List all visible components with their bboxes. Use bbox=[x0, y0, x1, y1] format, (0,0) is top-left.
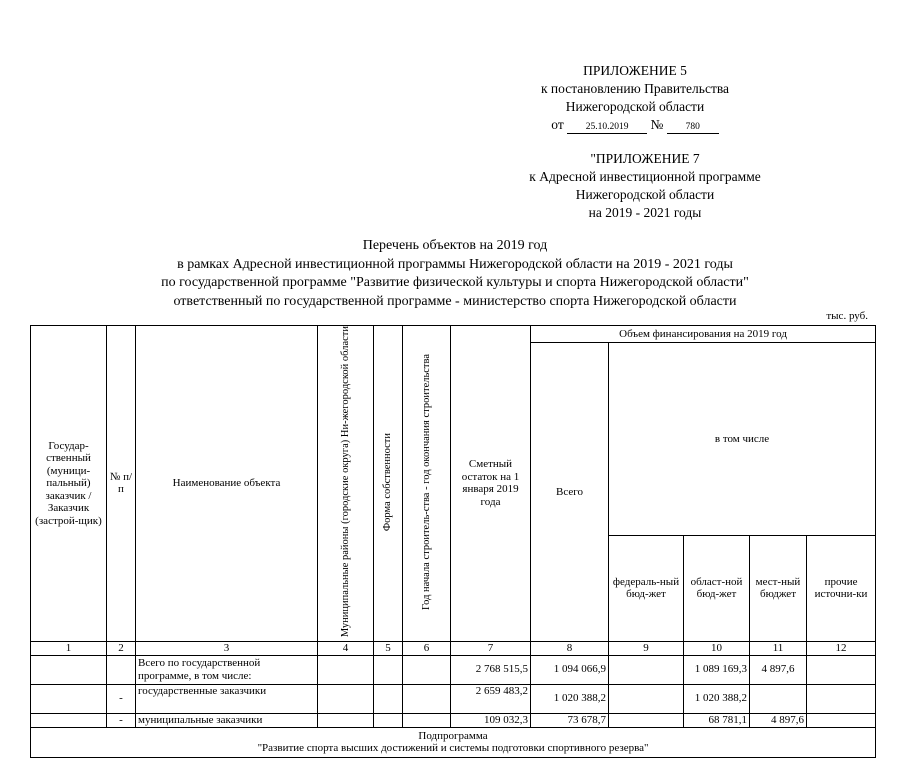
cell-federal bbox=[609, 713, 684, 727]
cell-years bbox=[403, 684, 451, 713]
appendix-7-line1: к Адресной инвестиционной программе bbox=[529, 169, 761, 184]
appendix-7-line3: на 2019 - 2021 годы bbox=[588, 205, 702, 220]
from-label: от bbox=[551, 117, 564, 132]
header-districts-cell bbox=[318, 326, 374, 642]
col-number: 3 bbox=[136, 641, 318, 655]
appendix-5-title: ПРИЛОЖЕНИЕ 5 bbox=[583, 63, 687, 78]
cell-federal bbox=[609, 655, 684, 684]
header-num: № п/п bbox=[107, 326, 136, 642]
appendix-7-header bbox=[495, 150, 795, 222]
cell-districts bbox=[318, 655, 374, 684]
header-years-cell bbox=[403, 326, 451, 642]
table-row bbox=[31, 655, 876, 684]
col-number: 4 bbox=[318, 641, 374, 655]
col-number: 11 bbox=[750, 641, 807, 655]
cell-regional: 1 089 169,3 bbox=[684, 655, 750, 684]
header-customer: Государ-ственный (муници-пальный) заказчик / Заказчик (застрой-щик) bbox=[31, 326, 107, 642]
col-number: 8 bbox=[531, 641, 609, 655]
cell-estimate: 2 768 515,5 bbox=[451, 655, 531, 684]
cell-ownership bbox=[374, 713, 403, 727]
header-total: Всего bbox=[531, 343, 609, 642]
decree-date: 25.10.2019 bbox=[567, 121, 647, 134]
appendix-7-title: "ПРИЛОЖЕНИЕ 7 bbox=[590, 151, 700, 166]
cell-num bbox=[107, 655, 136, 684]
title-line1: Перечень объектов на 2019 год bbox=[362, 238, 548, 253]
cell-districts bbox=[318, 713, 374, 727]
subprogram-row bbox=[31, 727, 876, 757]
appendix-7-line2: Нижегородской области bbox=[575, 187, 715, 202]
cell-local bbox=[750, 684, 807, 713]
cell-object-name: муниципальные заказчики bbox=[136, 713, 318, 727]
cell-districts bbox=[318, 684, 374, 713]
cell-local: 4 897,6 bbox=[750, 713, 807, 727]
cell-regional: 1 020 388,2 bbox=[684, 684, 750, 713]
appendix-5-line1: к постановлению Правительства bbox=[540, 81, 730, 96]
header-ownership: Форма собственности bbox=[382, 432, 394, 531]
header-financing: Объем финансирования на 2019 год bbox=[531, 326, 876, 343]
cell-ownership bbox=[374, 655, 403, 684]
cell-total: 73 678,7 bbox=[531, 713, 609, 727]
cell-other bbox=[807, 655, 876, 684]
header-including: в том числе bbox=[609, 343, 876, 536]
cell-customer bbox=[31, 684, 107, 713]
column-numbers-row bbox=[31, 641, 876, 655]
cell-object-name: государственные заказчики bbox=[136, 684, 318, 713]
col-number: 7 bbox=[451, 641, 531, 655]
cell-total: 1 020 388,2 bbox=[531, 684, 609, 713]
col-number: 1 bbox=[31, 641, 107, 655]
cell-estimate: 2 659 483,2 bbox=[451, 684, 531, 713]
title-line4: ответственный по государственной программе - министерство спорта Нижегородской области bbox=[173, 293, 737, 309]
document-title bbox=[60, 237, 850, 311]
cell-other bbox=[807, 684, 876, 713]
title-line2: в рамках Адресной инвестиционной программы Нижегородской области на 2019 - 2021 годы bbox=[177, 256, 733, 272]
table-row bbox=[31, 684, 876, 713]
col-number: 5 bbox=[374, 641, 403, 655]
header-local: мест-ный бюджет bbox=[750, 535, 807, 641]
cell-other bbox=[807, 713, 876, 727]
appendix-5-header bbox=[500, 62, 770, 134]
subprogram-cell bbox=[31, 727, 876, 757]
cell-object-name: Всего по государственной программе, в том числе: bbox=[136, 655, 318, 684]
cell-num: - bbox=[107, 713, 136, 727]
cell-years bbox=[403, 713, 451, 727]
header-estimate: Сметный остаток на 1 января 2019 года bbox=[451, 326, 531, 642]
col-number: 9 bbox=[609, 641, 684, 655]
cell-federal bbox=[609, 684, 684, 713]
cell-ownership bbox=[374, 684, 403, 713]
header-ownership-cell bbox=[374, 326, 403, 642]
cell-estimate: 109 032,3 bbox=[451, 713, 531, 727]
header-object-name: Наименование объекта bbox=[136, 326, 318, 642]
appendix-5-line2: Нижегородской области bbox=[565, 99, 705, 114]
decree-number: 780 bbox=[667, 121, 719, 134]
header-federal: федераль-ный бюд-жет bbox=[609, 535, 684, 641]
title-line3: по государственной программе "Развитие физической культуры и спорта Нижегородской области" bbox=[161, 275, 749, 290]
cell-total: 1 094 066,9 bbox=[531, 655, 609, 684]
objects-table bbox=[30, 325, 876, 758]
cell-customer bbox=[31, 655, 107, 684]
header-regional: област-ной бюд-жет bbox=[684, 535, 750, 641]
subprogram-label: Подпрограмма bbox=[418, 729, 488, 742]
col-number: 10 bbox=[684, 641, 750, 655]
col-number: 12 bbox=[807, 641, 876, 655]
cell-years bbox=[403, 655, 451, 684]
units-label: тыс. руб. bbox=[826, 310, 868, 322]
cell-local: 4 897,6 bbox=[750, 655, 807, 684]
cell-num: - bbox=[107, 684, 136, 713]
header-other: прочие источни-ки bbox=[807, 535, 876, 641]
col-number: 2 bbox=[107, 641, 136, 655]
cell-regional: 68 781,1 bbox=[684, 713, 750, 727]
subprogram-name: "Развитие спорта высших достижений и системы подготовки спортивного резерва" bbox=[257, 742, 649, 755]
header-years: Год начала строитель-ства - год окончания строительства bbox=[420, 353, 432, 610]
header-districts: Муниципальные районы (городские округа) Ни-жегородской области bbox=[339, 326, 351, 638]
col-number: 6 bbox=[403, 641, 451, 655]
number-label: № bbox=[650, 117, 664, 132]
table-row bbox=[31, 713, 876, 727]
cell-customer bbox=[31, 713, 107, 727]
appendix-5-date-line bbox=[551, 116, 719, 134]
